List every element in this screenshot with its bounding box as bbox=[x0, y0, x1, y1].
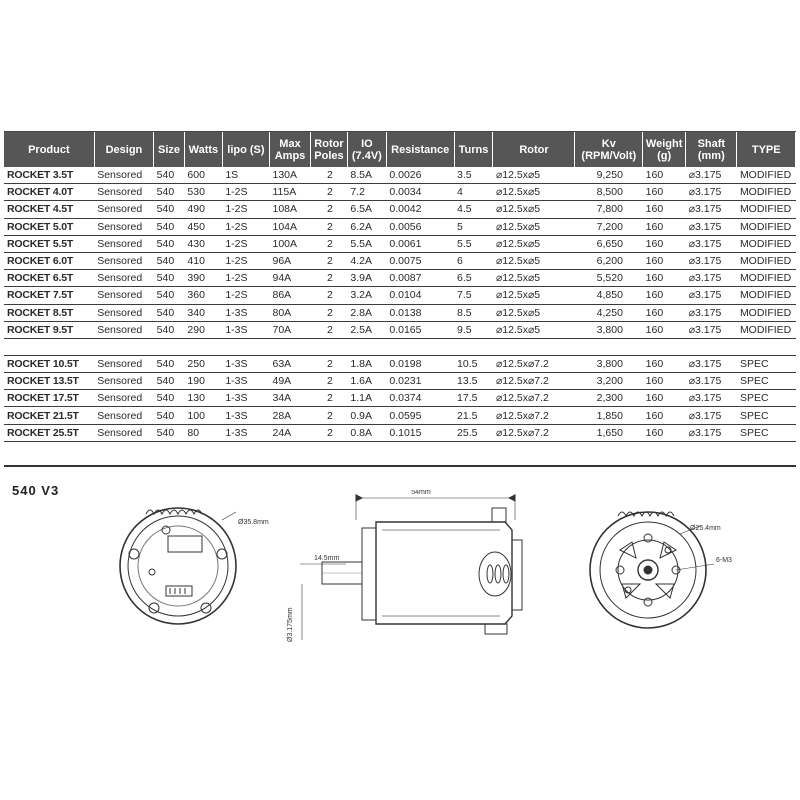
spec-cell: 2 bbox=[311, 270, 348, 287]
column-header-text: Resistance bbox=[391, 143, 450, 156]
spec-cell: 5.5A bbox=[347, 235, 386, 252]
shaft-diameter-label: Ø3.175mm bbox=[287, 607, 294, 642]
spec-cell: ⌀3.175 bbox=[686, 201, 737, 218]
spec-cell: 9,250 bbox=[575, 167, 643, 184]
spec-cell: 1,850 bbox=[575, 407, 643, 424]
spec-cell: 4,250 bbox=[575, 304, 643, 321]
drawing-title: 540 V3 bbox=[12, 483, 60, 498]
column-header bbox=[493, 132, 575, 167]
front-diameter-label: Ø25.4mm bbox=[690, 525, 721, 532]
spec-cell: 540 bbox=[154, 373, 185, 390]
spec-cell: 540 bbox=[154, 407, 185, 424]
spec-cell: 160 bbox=[643, 355, 686, 372]
column-header bbox=[4, 132, 94, 167]
rear-diameter-label: Ø35.8mm bbox=[238, 519, 269, 526]
column-header-text: lipo (S) bbox=[227, 143, 265, 156]
product-name-cell: ROCKET 6.0T bbox=[4, 252, 94, 269]
rear-view-drawing bbox=[120, 508, 236, 624]
table-row bbox=[4, 218, 796, 235]
table-row bbox=[4, 390, 796, 407]
spec-cell: ⌀3.175 bbox=[686, 218, 737, 235]
spec-cell: ⌀3.175 bbox=[686, 287, 737, 304]
product-name-cell: ROCKET 17.5T bbox=[4, 390, 94, 407]
spec-cell: ⌀3.175 bbox=[686, 321, 737, 338]
spec-cell: 160 bbox=[643, 373, 686, 390]
spec-cell: 540 bbox=[154, 321, 185, 338]
spec-cell: 540 bbox=[154, 218, 185, 235]
table-row bbox=[4, 270, 796, 287]
spec-cell: Sensored bbox=[94, 252, 153, 269]
table-row bbox=[4, 201, 796, 218]
spec-cell: ⌀12.5x⌀7.2 bbox=[493, 373, 575, 390]
spec-cell: 540 bbox=[154, 390, 185, 407]
spec-cell: 3,200 bbox=[575, 373, 643, 390]
column-header-text: (g) bbox=[657, 149, 672, 162]
spec-cell: 0.0595 bbox=[386, 407, 454, 424]
spec-cell: 0.0026 bbox=[386, 167, 454, 184]
spec-cell: SPEC bbox=[737, 407, 796, 424]
column-header bbox=[270, 132, 311, 167]
spec-cell: 160 bbox=[643, 218, 686, 235]
spec-cell: MODIFIED bbox=[737, 184, 796, 201]
spec-cell: SPEC bbox=[737, 355, 796, 372]
spec-cell: 7,200 bbox=[575, 218, 643, 235]
spec-cell: 94A bbox=[270, 270, 311, 287]
spec-cell: 130A bbox=[270, 167, 311, 184]
spec-cell: 2,300 bbox=[575, 390, 643, 407]
spec-cell: ⌀3.175 bbox=[686, 167, 737, 184]
spec-cell: 13.5 bbox=[454, 373, 493, 390]
spec-cell: 3,800 bbox=[575, 355, 643, 372]
spec-cell: 86A bbox=[270, 287, 311, 304]
spec-cell: 115A bbox=[270, 184, 311, 201]
spec-cell: 490 bbox=[184, 201, 222, 218]
spec-cell: 0.0075 bbox=[386, 252, 454, 269]
spec-cell: 6 bbox=[454, 252, 493, 269]
spec-cell: 0.9A bbox=[347, 407, 386, 424]
product-name-cell: ROCKET 3.5T bbox=[4, 167, 94, 184]
spec-cell: 390 bbox=[184, 270, 222, 287]
spec-cell: 1-3S bbox=[222, 321, 269, 338]
spec-cell: 160 bbox=[643, 235, 686, 252]
spec-cell: 250 bbox=[184, 355, 222, 372]
spec-cell: ⌀12.5x⌀5 bbox=[493, 252, 575, 269]
column-header-text: Weight bbox=[645, 137, 683, 150]
spec-cell: 0.0231 bbox=[386, 373, 454, 390]
spec-cell: 540 bbox=[154, 235, 185, 252]
spec-cell: 70A bbox=[270, 321, 311, 338]
spec-cell: 0.0087 bbox=[386, 270, 454, 287]
column-header-text: Product bbox=[28, 143, 70, 156]
spec-cell: 430 bbox=[184, 235, 222, 252]
table-row bbox=[4, 355, 796, 372]
column-header-text: (7.4V) bbox=[351, 149, 382, 162]
spec-cell: 8.5 bbox=[454, 304, 493, 321]
spec-cell: Sensored bbox=[94, 218, 153, 235]
product-name-cell: ROCKET 6.5T bbox=[4, 270, 94, 287]
spec-cell: ⌀3.175 bbox=[686, 304, 737, 321]
spec-cell: 160 bbox=[643, 201, 686, 218]
spec-cell: 7.5 bbox=[454, 287, 493, 304]
column-header-text: (RPM/Volt) bbox=[581, 149, 637, 162]
spec-cell: 24A bbox=[270, 424, 311, 441]
spec-cell: ⌀3.175 bbox=[686, 407, 737, 424]
spec-cell: 0.0104 bbox=[386, 287, 454, 304]
spec-cell: 450 bbox=[184, 218, 222, 235]
column-header-text: Size bbox=[158, 143, 181, 156]
spec-cell: 160 bbox=[643, 287, 686, 304]
spec-cell: 0.0042 bbox=[386, 201, 454, 218]
spec-cell: MODIFIED bbox=[737, 235, 796, 252]
spec-cell: 80A bbox=[270, 304, 311, 321]
table-row bbox=[4, 373, 796, 390]
spec-cell: 540 bbox=[154, 355, 185, 372]
length-label: 54mm bbox=[411, 490, 431, 496]
spec-cell: 8.5A bbox=[347, 167, 386, 184]
spec-cell: ⌀12.5x⌀5 bbox=[493, 304, 575, 321]
product-name-cell: ROCKET 5.0T bbox=[4, 218, 94, 235]
spec-cell: Sensored bbox=[94, 390, 153, 407]
spec-cell: Sensored bbox=[94, 167, 153, 184]
spec-cell: ⌀3.175 bbox=[686, 424, 737, 441]
spec-cell: 2 bbox=[311, 184, 348, 201]
spec-cell: 0.1015 bbox=[386, 424, 454, 441]
product-name-cell: ROCKET 9.5T bbox=[4, 321, 94, 338]
spec-cell: 4.2A bbox=[347, 252, 386, 269]
column-header bbox=[454, 132, 493, 167]
spec-cell: 2 bbox=[311, 287, 348, 304]
mount-holes-label: 6-M3 bbox=[716, 557, 732, 564]
table-row bbox=[4, 407, 796, 424]
spec-cell: MODIFIED bbox=[737, 270, 796, 287]
column-header-text: Amps bbox=[274, 149, 306, 162]
spec-cell: 100A bbox=[270, 235, 311, 252]
column-header-text: IO bbox=[361, 137, 373, 150]
column-header bbox=[311, 132, 348, 167]
spec-cell: MODIFIED bbox=[737, 287, 796, 304]
spec-cell: MODIFIED bbox=[737, 321, 796, 338]
spec-cell: 340 bbox=[184, 304, 222, 321]
column-header bbox=[643, 132, 686, 167]
section-divider bbox=[4, 465, 796, 467]
group-spacer-row bbox=[4, 338, 796, 355]
spec-cell: 6,200 bbox=[575, 252, 643, 269]
table-header-row bbox=[4, 132, 796, 167]
spec-cell: 600 bbox=[184, 167, 222, 184]
spec-cell: 540 bbox=[154, 424, 185, 441]
column-header-text: (mm) bbox=[697, 149, 725, 162]
spec-cell: 6.2A bbox=[347, 218, 386, 235]
spec-cell: ⌀12.5x⌀5 bbox=[493, 270, 575, 287]
spec-cell: MODIFIED bbox=[737, 252, 796, 269]
spec-cell: 360 bbox=[184, 287, 222, 304]
spec-cell: 49A bbox=[270, 373, 311, 390]
column-header-text: Watts bbox=[188, 143, 219, 156]
column-header-text: Turns bbox=[458, 143, 489, 156]
spec-cell: 5 bbox=[454, 218, 493, 235]
spec-cell: 34A bbox=[270, 390, 311, 407]
column-header bbox=[184, 132, 222, 167]
product-name-cell: ROCKET 10.5T bbox=[4, 355, 94, 372]
spec-cell: SPEC bbox=[737, 424, 796, 441]
spec-cell: 100 bbox=[184, 407, 222, 424]
spec-cell: 1-3S bbox=[222, 355, 269, 372]
spec-cell: 17.5 bbox=[454, 390, 493, 407]
spec-cell: 1-2S bbox=[222, 201, 269, 218]
product-name-cell: ROCKET 4.0T bbox=[4, 184, 94, 201]
spec-cell: MODIFIED bbox=[737, 304, 796, 321]
spec-cell: 1-3S bbox=[222, 407, 269, 424]
spec-cell: 6,650 bbox=[575, 235, 643, 252]
spec-cell: ⌀3.175 bbox=[686, 390, 737, 407]
spec-cell: Sensored bbox=[94, 304, 153, 321]
spec-cell: 190 bbox=[184, 373, 222, 390]
spec-cell: ⌀12.5x⌀5 bbox=[493, 201, 575, 218]
spec-cell: Sensored bbox=[94, 270, 153, 287]
column-header-text: Rotor bbox=[519, 143, 549, 156]
motor-dimension-drawings bbox=[0, 490, 800, 670]
spec-cell: Sensored bbox=[94, 235, 153, 252]
spec-cell: 160 bbox=[643, 407, 686, 424]
spec-cell: Sensored bbox=[94, 184, 153, 201]
spec-cell: 10.5 bbox=[454, 355, 493, 372]
spec-cell: Sensored bbox=[94, 201, 153, 218]
spec-cell: 540 bbox=[154, 304, 185, 321]
spec-cell: 0.0034 bbox=[386, 184, 454, 201]
spec-cell: 108A bbox=[270, 201, 311, 218]
spec-cell: 0.0061 bbox=[386, 235, 454, 252]
spec-cell: 104A bbox=[270, 218, 311, 235]
spec-cell: 4,850 bbox=[575, 287, 643, 304]
spec-cell: 1-3S bbox=[222, 424, 269, 441]
spec-cell: 0.0138 bbox=[386, 304, 454, 321]
spec-cell: MODIFIED bbox=[737, 201, 796, 218]
shaft-length-label: 14.5mm bbox=[314, 555, 340, 562]
spec-cell: ⌀12.5x⌀7.2 bbox=[493, 424, 575, 441]
spec-cell: 540 bbox=[154, 184, 185, 201]
spec-cell: 3,800 bbox=[575, 321, 643, 338]
spec-cell: ⌀12.5x⌀7.2 bbox=[493, 407, 575, 424]
spec-cell: 0.0056 bbox=[386, 218, 454, 235]
spec-cell: 1-2S bbox=[222, 235, 269, 252]
spec-cell: 160 bbox=[643, 424, 686, 441]
spec-cell: 2 bbox=[311, 373, 348, 390]
spec-cell: 2 bbox=[311, 407, 348, 424]
spec-cell: 63A bbox=[270, 355, 311, 372]
spec-cell: 1-3S bbox=[222, 304, 269, 321]
spec-cell: 2 bbox=[311, 235, 348, 252]
spec-cell: 1S bbox=[222, 167, 269, 184]
column-header-text: Rotor bbox=[314, 137, 344, 150]
column-header-text: Design bbox=[105, 143, 143, 156]
motor-spec-table bbox=[4, 132, 796, 442]
column-header-text: Poles bbox=[314, 149, 344, 162]
table-row bbox=[4, 424, 796, 441]
spec-cell: SPEC bbox=[737, 390, 796, 407]
spec-cell: 1-2S bbox=[222, 218, 269, 235]
spec-cell: 3.9A bbox=[347, 270, 386, 287]
spec-cell: Sensored bbox=[94, 373, 153, 390]
column-header-text: Max bbox=[279, 137, 301, 150]
spec-cell: 1.1A bbox=[347, 390, 386, 407]
spec-cell: 540 bbox=[154, 167, 185, 184]
table-row bbox=[4, 321, 796, 338]
column-header bbox=[222, 132, 269, 167]
table-row bbox=[4, 252, 796, 269]
table-row bbox=[4, 167, 796, 184]
column-header bbox=[347, 132, 386, 167]
spec-cell: ⌀3.175 bbox=[686, 355, 737, 372]
spec-cell: ⌀12.5x⌀5 bbox=[493, 235, 575, 252]
spec-cell: ⌀3.175 bbox=[686, 235, 737, 252]
spec-cell: 1,650 bbox=[575, 424, 643, 441]
spec-cell: ⌀12.5x⌀5 bbox=[493, 218, 575, 235]
spec-cell: 530 bbox=[184, 184, 222, 201]
product-name-cell: ROCKET 25.5T bbox=[4, 424, 94, 441]
product-name-cell: ROCKET 13.5T bbox=[4, 373, 94, 390]
spec-cell: 3.5 bbox=[454, 167, 493, 184]
spec-cell: ⌀3.175 bbox=[686, 270, 737, 287]
spec-cell: 160 bbox=[643, 304, 686, 321]
spec-cell: Sensored bbox=[94, 321, 153, 338]
product-name-cell: ROCKET 7.5T bbox=[4, 287, 94, 304]
table-row bbox=[4, 304, 796, 321]
spec-cell: 1-3S bbox=[222, 390, 269, 407]
spacer-cell bbox=[4, 338, 796, 355]
spec-cell: ⌀3.175 bbox=[686, 373, 737, 390]
spec-cell: 2 bbox=[311, 355, 348, 372]
column-header-text: Kv bbox=[601, 137, 616, 150]
spec-cell: 2 bbox=[311, 424, 348, 441]
spec-cell: 540 bbox=[154, 270, 185, 287]
spec-cell: 6.5 bbox=[454, 270, 493, 287]
spec-cell: Sensored bbox=[94, 424, 153, 441]
spec-cell: Sensored bbox=[94, 355, 153, 372]
spec-cell: 1-2S bbox=[222, 252, 269, 269]
spec-cell: 160 bbox=[643, 390, 686, 407]
spec-cell: 3.2A bbox=[347, 287, 386, 304]
spec-cell: ⌀12.5x⌀7.2 bbox=[493, 390, 575, 407]
spec-cell: 21.5 bbox=[454, 407, 493, 424]
spec-cell: 540 bbox=[154, 201, 185, 218]
spec-cell: 1-3S bbox=[222, 373, 269, 390]
spec-cell: 80 bbox=[184, 424, 222, 441]
spec-cell: 1-2S bbox=[222, 270, 269, 287]
spec-cell: 2 bbox=[311, 304, 348, 321]
spec-cell: 7.2 bbox=[347, 184, 386, 201]
spec-cell: 0.8A bbox=[347, 424, 386, 441]
spec-cell: 4.5 bbox=[454, 201, 493, 218]
spec-cell: ⌀3.175 bbox=[686, 252, 737, 269]
table-row bbox=[4, 235, 796, 252]
spec-cell: 25.5 bbox=[454, 424, 493, 441]
product-name-cell: ROCKET 5.5T bbox=[4, 235, 94, 252]
spec-cell: 28A bbox=[270, 407, 311, 424]
spec-cell: 160 bbox=[643, 321, 686, 338]
product-name-cell: ROCKET 21.5T bbox=[4, 407, 94, 424]
spec-cell: 160 bbox=[643, 184, 686, 201]
column-header-text: TYPE bbox=[751, 143, 781, 156]
spec-cell: 2 bbox=[311, 218, 348, 235]
spec-cell: 2 bbox=[311, 252, 348, 269]
column-header bbox=[737, 132, 796, 167]
spec-cell: 5.5 bbox=[454, 235, 493, 252]
spec-cell: 8,500 bbox=[575, 184, 643, 201]
spec-cell: 2 bbox=[311, 201, 348, 218]
spec-cell: 2 bbox=[311, 390, 348, 407]
spec-cell: 410 bbox=[184, 252, 222, 269]
column-header bbox=[386, 132, 454, 167]
spec-cell: 2.8A bbox=[347, 304, 386, 321]
spec-cell: SPEC bbox=[737, 373, 796, 390]
column-header bbox=[154, 132, 185, 167]
spec-cell: ⌀12.5x⌀5 bbox=[493, 184, 575, 201]
table-row bbox=[4, 184, 796, 201]
column-header bbox=[94, 132, 153, 167]
product-name-cell: ROCKET 8.5T bbox=[4, 304, 94, 321]
spec-cell: ⌀3.175 bbox=[686, 184, 737, 201]
spec-cell: ⌀12.5x⌀5 bbox=[493, 287, 575, 304]
spec-cell: 290 bbox=[184, 321, 222, 338]
spec-cell: 540 bbox=[154, 287, 185, 304]
spec-cell: Sensored bbox=[94, 407, 153, 424]
column-header bbox=[575, 132, 643, 167]
spec-cell: 1-2S bbox=[222, 287, 269, 304]
spec-cell: Sensored bbox=[94, 287, 153, 304]
table-row bbox=[4, 287, 796, 304]
spec-cell: 540 bbox=[154, 252, 185, 269]
spec-cell: ⌀12.5x⌀5 bbox=[493, 321, 575, 338]
spec-cell: 0.0198 bbox=[386, 355, 454, 372]
spec-cell: 7,800 bbox=[575, 201, 643, 218]
spec-cell: 130 bbox=[184, 390, 222, 407]
spec-cell: 2.5A bbox=[347, 321, 386, 338]
spec-cell: 2 bbox=[311, 321, 348, 338]
spec-cell: ⌀12.5x⌀5 bbox=[493, 167, 575, 184]
spec-cell: 96A bbox=[270, 252, 311, 269]
column-header-text: Shaft bbox=[697, 137, 726, 150]
spec-cell: 0.0374 bbox=[386, 390, 454, 407]
product-name-cell: ROCKET 4.5T bbox=[4, 201, 94, 218]
spec-cell: 1.8A bbox=[347, 355, 386, 372]
spec-cell: 160 bbox=[643, 252, 686, 269]
spec-cell: 160 bbox=[643, 167, 686, 184]
spec-cell: 6.5A bbox=[347, 201, 386, 218]
spec-cell: 1-2S bbox=[222, 184, 269, 201]
spec-cell: 2 bbox=[311, 167, 348, 184]
spec-cell: ⌀12.5x⌀7.2 bbox=[493, 355, 575, 372]
spec-cell: 0.0165 bbox=[386, 321, 454, 338]
spec-cell: MODIFIED bbox=[737, 218, 796, 235]
column-header bbox=[686, 132, 737, 167]
spec-cell: 160 bbox=[643, 270, 686, 287]
spec-cell: 1.6A bbox=[347, 373, 386, 390]
spec-cell: 5,520 bbox=[575, 270, 643, 287]
spec-cell: 4 bbox=[454, 184, 493, 201]
side-view-drawing bbox=[300, 494, 522, 640]
spec-cell: MODIFIED bbox=[737, 167, 796, 184]
spec-cell: 9.5 bbox=[454, 321, 493, 338]
